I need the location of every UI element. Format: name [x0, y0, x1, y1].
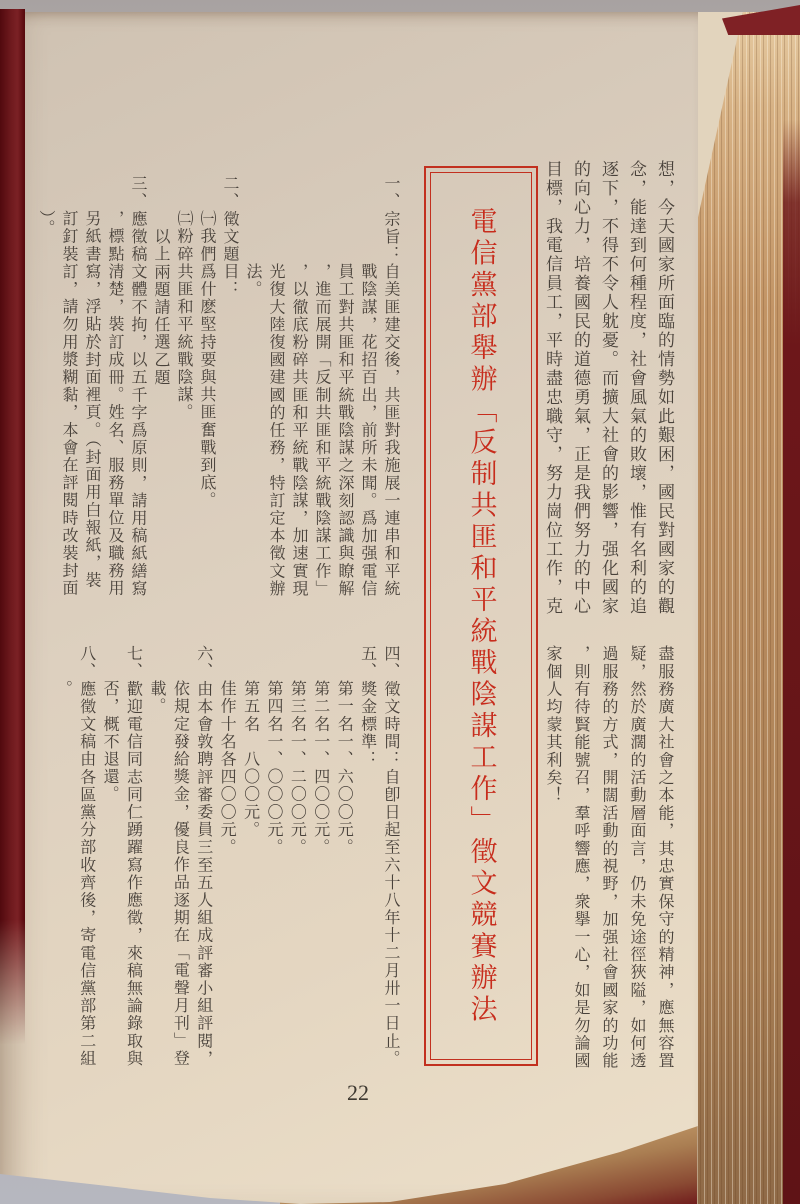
text-column: ，以徹底粉碎共匪和平統戰陰謀，加速實現: [290, 263, 307, 598]
text-column: 疑，然於廣濶的活動層面言，仍未免途徑狹隘，如何透: [628, 645, 645, 1070]
text-column: 。: [54, 680, 72, 698]
text-column: 佳作十名各四〇〇元。: [218, 680, 236, 856]
text-column: ㈠我們爲什麽堅持要與共匪奮戰到底。: [198, 210, 215, 510]
page-number: 22: [347, 1080, 369, 1105]
text-column: 一、宗旨：自美匪建交後，共匪對我施展一連串和平統: [382, 175, 399, 598]
text-column: ，進而展開「反制共匪和平統戰陰謀工作」: [313, 263, 330, 598]
text-column: 第三名一、二〇〇元。: [288, 680, 306, 856]
text-column: 光復大陸復國建國的任務，特訂定本徵文辦: [267, 263, 284, 598]
text-column: 六、由本會敦聘評審委員三至五人組成評審小組評閱，: [194, 645, 212, 1068]
text-column: 第四名一、〇〇〇元。: [264, 680, 282, 856]
text-column: 否，概不退還。: [101, 680, 119, 804]
text-column: 第五名 八〇〇元。: [241, 680, 259, 839]
book-cover-top-corner: [722, 5, 800, 35]
text-column: ，則有待賢能號召，羣呼響應，衆擧一心，如是勿論國: [572, 645, 589, 1070]
text-column: 另紙書寫，浮貼於封面裡頁。（封面用白報紙，裝: [83, 210, 100, 590]
intro-paragraph-top: [538, 160, 678, 620]
text-column: 員工對共匪和平統戰陰謀之深刻認識與瞭解: [336, 263, 353, 598]
text-column: 的向心力，培養國民的道德勇氣，正是我們努力的中心: [571, 160, 590, 616]
title-box-inner-border: [430, 172, 532, 1060]
text-column: 以上兩題請任選乙題: [152, 228, 169, 387]
text-column: 家個人均蒙其利矣！: [544, 645, 561, 805]
text-column: 戰陰謀，花招百出，前所未聞。爲加强電信: [359, 263, 376, 598]
intro-paragraph-bottom: [538, 645, 678, 1075]
text-column: 盡服務廣大社會之本能，其忠實保守的精神，應無容置: [656, 645, 673, 1070]
text-column: 三、應徵稿文體不拘，以五千字爲原則，請用稿紙繕寫: [129, 175, 146, 598]
title-box: [424, 166, 538, 1066]
book-right-page-edges: [697, 12, 800, 1204]
text-column: 八、應徵文稿由各區黨分部收齊後，寄電信黨部第二組: [77, 645, 95, 1068]
text-column: 訂釘裝訂，請勿用漿糊黏，本會在評閱時改裝封面: [60, 210, 77, 598]
text-column: 五、獎金標準：: [358, 645, 376, 769]
text-column: 七、歡迎電信同志同仁踴躍寫作應徵，來稿無論錄取與: [124, 645, 142, 1068]
text-column: ）。: [37, 210, 54, 238]
text-column: ，標點清楚，裝訂成冊。姓名、服務單位及職務用: [106, 210, 123, 598]
text-column: 第二名一、四〇〇元。: [311, 680, 329, 856]
rules-top: [34, 175, 402, 605]
text-column: 想，今天國家所面臨的情勢如此艱困，國民對國家的觀: [655, 160, 674, 616]
rules-bottom: [51, 645, 402, 1077]
text-column: 念，能達到何種程度，社會風氣的敗壞，惟有名利的追: [627, 160, 646, 616]
text-column: 逐下，不得不令人躭憂。而擴大社會的影響，强化國家: [599, 160, 618, 616]
text-column: 法。: [244, 263, 261, 299]
text-column: 依規定發給獎金，優良作品逐期在「電聲月刊」登: [171, 680, 189, 1068]
text-column: 二、徵文題目：: [221, 175, 238, 299]
text-column: 第一名一、六〇〇元。: [335, 680, 353, 856]
text-column: 載。: [147, 680, 165, 716]
text-column: 目標，我電信員工，平時盡忠職守，努力崗位工作，克: [543, 160, 562, 616]
text-column: ㈡粉碎共匪和平統戰陰謀。: [175, 210, 192, 422]
book-cover-left: [0, 9, 25, 1044]
text-column: 四、徵文時間：自卽日起至六十八年十二月卅一日止。: [382, 645, 399, 1068]
book-cover-right: [783, 12, 800, 1204]
text-column: 過服務的方式，開闊活動的視野，加强社會國家的功能: [600, 645, 617, 1070]
page-title: 電信黨部舉辦「反制共匪和平統戰陰謀工作」徵文競賽辦法: [466, 206, 497, 1026]
